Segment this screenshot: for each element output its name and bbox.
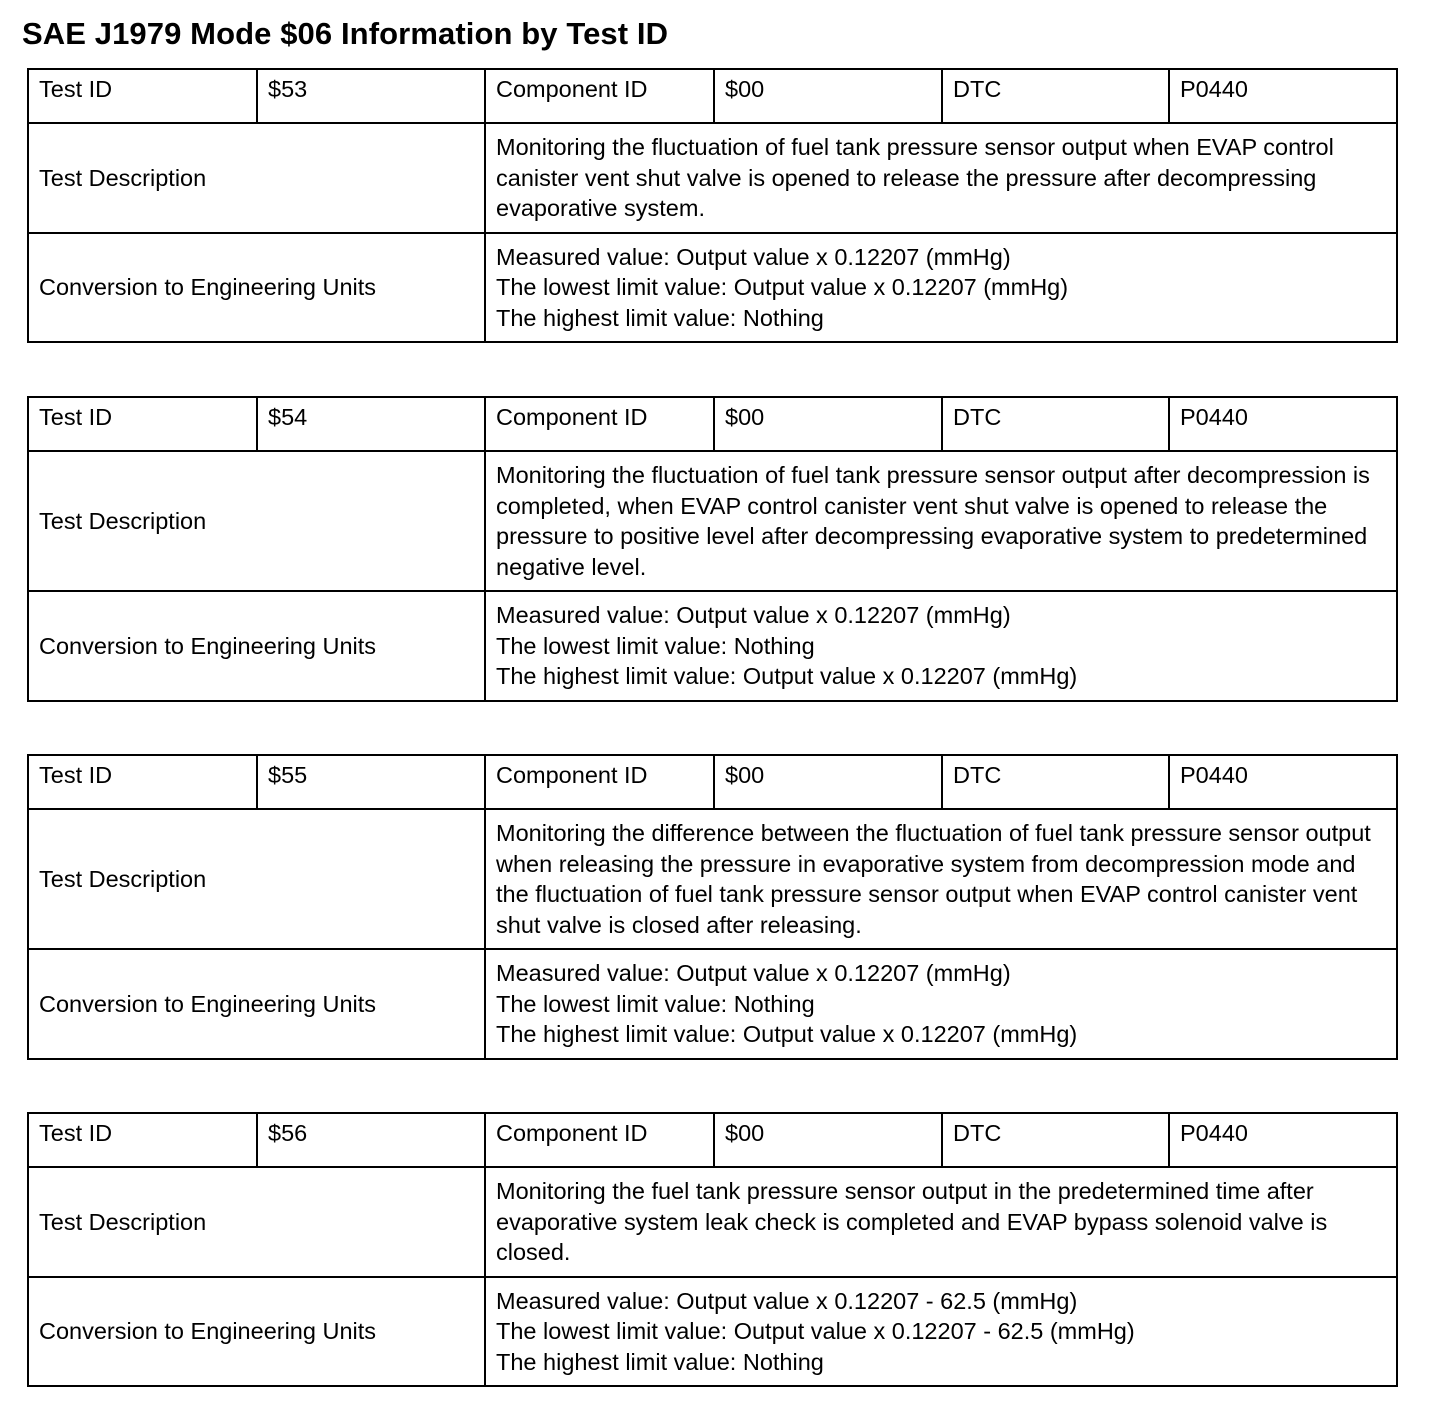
test-id-label: Test ID [28, 755, 257, 809]
conversion-label: Conversion to Engineering Units [28, 949, 485, 1059]
dtc-label: DTC [942, 1113, 1169, 1167]
test-id-value: $53 [257, 69, 485, 123]
dtc-label: DTC [942, 755, 1169, 809]
header-row [28, 1113, 1397, 1167]
test-table-55 [27, 754, 1398, 1060]
conversion-label: Conversion to Engineering Units [28, 233, 485, 343]
test-id-value: $56 [257, 1113, 485, 1167]
dtc-value: P0440 [1169, 755, 1397, 809]
description-row [28, 1167, 1397, 1277]
component-id-label: Component ID [485, 1113, 714, 1167]
lowest-limit-line: The lowest limit value: Nothing [496, 632, 815, 659]
dtc-value: P0440 [1169, 397, 1397, 451]
dtc-label: DTC [942, 69, 1169, 123]
conversion-text [485, 233, 1397, 343]
measured-value-line: Measured value: Output value x 0.12207 (mmHg) [496, 602, 1011, 628]
test-table-56 [27, 1112, 1398, 1387]
header-row [28, 397, 1397, 451]
component-id-value: $00 [714, 1113, 942, 1167]
conversion-row [28, 233, 1397, 343]
test-id-label: Test ID [28, 1113, 257, 1167]
header-row [28, 755, 1397, 809]
description-row [28, 123, 1397, 233]
component-id-value: $00 [714, 397, 942, 451]
test-id-value: $54 [257, 397, 485, 451]
conversion-row [28, 1277, 1397, 1387]
test-id-label: Test ID [28, 69, 257, 123]
lowest-limit-line: The lowest limit value: Output value x 0.12207 (mmHg) [496, 274, 1069, 300]
highest-limit-line: The highest limit value: Nothing [496, 1348, 824, 1375]
component-id-value: $00 [714, 755, 942, 809]
test-description-text: Monitoring the difference between the fluctuation of fuel tank pressure sensor output when releasing the pressure in evaporative system from decompression mode and the fluctuation of fuel tank pressure sensor output when EVAP control canister vent shut valve is closed after releasing. [485, 809, 1397, 949]
test-id-label: Test ID [28, 397, 257, 451]
measured-value-line: Measured value: Output value x 0.12207 - 62.5 (mmHg) [496, 1287, 1078, 1314]
conversion-text [485, 1277, 1397, 1387]
dtc-label: DTC [942, 397, 1169, 451]
description-row [28, 451, 1397, 591]
conversion-label: Conversion to Engineering Units [28, 1277, 485, 1387]
test-description-label: Test Description [28, 123, 485, 233]
conversion-label: Conversion to Engineering Units [28, 591, 485, 701]
conversion-row [28, 949, 1397, 1059]
test-description-label: Test Description [28, 1167, 485, 1277]
test-table-54 [27, 396, 1398, 702]
test-description-text: Monitoring the fluctuation of fuel tank pressure sensor output when EVAP control canister vent shut valve is opened to release the pressure after decompressing evaporative system. [485, 123, 1397, 233]
conversion-row [28, 591, 1397, 701]
lowest-limit-line: The lowest limit value: Output value x 0.12207 - 62.5 (mmHg) [496, 1318, 1135, 1344]
header-row [28, 69, 1397, 123]
conversion-text [485, 949, 1397, 1059]
component-id-label: Component ID [485, 397, 714, 451]
highest-limit-line: The highest limit value: Output value x 0.12207 (mmHg) [496, 1021, 1078, 1047]
dtc-value: P0440 [1169, 69, 1397, 123]
lowest-limit-line: The lowest limit value: Nothing [496, 990, 815, 1017]
conversion-text [485, 591, 1397, 701]
component-id-label: Component ID [485, 69, 714, 123]
test-table-53 [27, 68, 1398, 343]
component-id-value: $00 [714, 69, 942, 123]
component-id-label: Component ID [485, 755, 714, 809]
dtc-value: P0440 [1169, 1113, 1397, 1167]
measured-value-line: Measured value: Output value x 0.12207 (mmHg) [496, 243, 1011, 270]
test-id-value: $55 [257, 755, 485, 809]
highest-limit-line: The highest limit value: Nothing [496, 304, 824, 331]
test-description-label: Test Description [28, 451, 485, 591]
page-title: SAE J1979 Mode $06 Information by Test ID [22, 16, 669, 51]
highest-limit-line: The highest limit value: Output value x 0.12207 (mmHg) [496, 663, 1078, 689]
test-description-label: Test Description [28, 809, 485, 949]
measured-value-line: Measured value: Output value x 0.12207 (mmHg) [496, 960, 1011, 986]
description-row [28, 809, 1397, 949]
test-description-text: Monitoring the fluctuation of fuel tank pressure sensor output after decompression is completed, when EVAP control canister vent shut valve is opened to release the pressure to positive level after decompressing evaporative system to predetermined negative level. [485, 451, 1397, 591]
test-description-text: Monitoring the fuel tank pressure sensor output in the predetermined time after evaporative system leak check is completed and EVAP bypass solenoid valve is closed. [485, 1167, 1397, 1277]
